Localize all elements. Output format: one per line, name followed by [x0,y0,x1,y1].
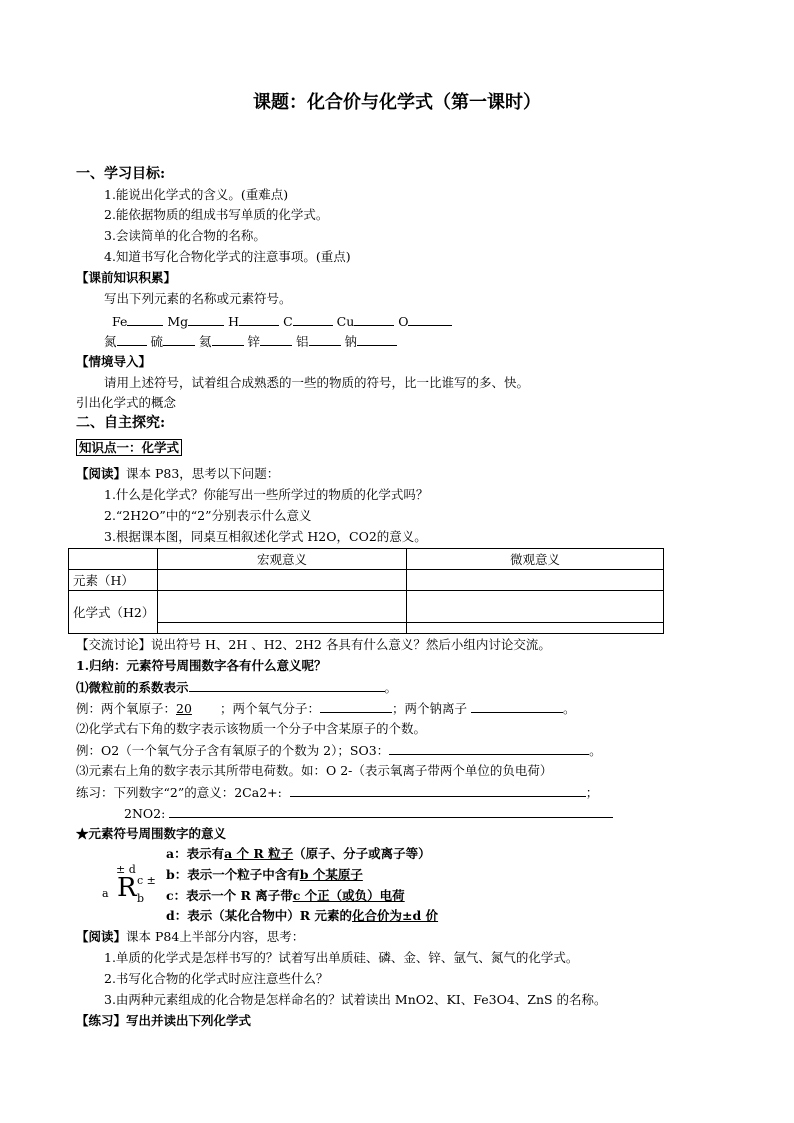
answer-blank[interactable] [471,700,563,713]
table-header: 微观意义 [407,549,664,570]
answer-blank[interactable] [309,333,341,346]
summary-heading: 1.归纳：元素符号周围数字各有什么意义呢？ [76,658,327,673]
element-name: 锌 [247,334,261,349]
table-header [69,549,158,570]
knowledge-point-1: 知识点一：化学式 [76,440,182,456]
answer-blank[interactable] [188,313,224,326]
discussion-prompt: 【交流讨论】说出符号 H、2H 、H2、2H2 各具有什么意义？然后小组内讨论交流。 [76,637,551,652]
answer-blank[interactable] [169,805,613,818]
element-symbol: Fe [112,314,128,329]
reading-2: 【阅读】课本 P84上半部分内容，思考： [76,929,305,944]
table-row-label: 元素（H） [69,570,158,591]
element-name: 钠 [344,334,358,349]
situation-intro-heading: 【情境导入】 [76,354,152,369]
example-subscript: 例：O2（一个氧气分子含有氧原子的个数为 2）；SO3： 。 [76,743,602,758]
table-cell[interactable] [407,591,664,634]
element-name: 铝 [296,334,309,349]
goal-item: 3.会读简单的化合物的名称。 [104,228,266,243]
point-subscript: ⑵化学式右下角的数字表示该物质一个分子中含某原子的个数。 [76,721,427,736]
goal-item: 4.知道书写化合物化学式的注意事项。(重点) [104,249,351,264]
situation-intro-text: 引出化学式的概念 [76,395,177,410]
reading-question: 1.单质的化学式是怎样书写的？试着写出单质硅、磷、金、锌、氩气、氮气的化学式。 [104,950,579,965]
situation-intro-text: 请用上述符号，试着组合成熟悉的一些的物质的符号，比一比谁写的多、快。 [104,375,530,390]
answer-blank[interactable] [408,313,452,326]
practice-line: 练习：下列数字“2”的意义：2Ca2+: ； [76,785,599,800]
table-row-label: 化学式（H2） [69,591,158,634]
legend-d: d：表示（某化合物中）R 元素的化合价为±d 价 [166,908,439,923]
goal-item: 2.能依据物质的组成书写单质的化学式。 [104,207,329,222]
element-symbol: O [398,314,409,329]
symbol-a: a [102,887,109,900]
page-title: 课题：化合价与化学式（第一课时） [253,92,541,113]
answer-blank[interactable] [290,784,586,797]
answer-blank[interactable] [389,742,589,755]
answer-blank[interactable] [189,679,385,692]
legend-b: b：表示一个粒子中含有b 个某原子 [166,867,363,882]
element-name: 氦 [199,334,212,349]
element-name: 氮 [104,334,117,349]
legend-a: a：表示有a 个 R 粒子（原子、分子或离子等） [166,846,431,861]
answer-blank[interactable] [212,333,244,346]
answer-blank[interactable] [163,333,195,346]
table-header: 宏观意义 [158,549,407,570]
symbol-R: R [117,873,137,903]
element-symbol: C [283,314,293,329]
reading-question: 3.根据课本图，同桌互相叙述化学式 H2O，CO2的意义。 [104,529,427,544]
answer-blank[interactable] [357,333,397,346]
table-cell[interactable] [407,570,664,591]
symbol-d: ± d [116,863,136,876]
answer-blank[interactable] [239,313,279,326]
pre-knowledge-heading: 【课前知识积累】 [76,270,177,285]
section-self-inquiry-heading: 二、自主探究: [76,415,166,431]
practice-line: 2NO2: [124,805,613,822]
reading-question: 2.书写化合物的化学式时应注意些什么？ [104,971,329,986]
answer-blank[interactable] [293,313,333,326]
reading-question: 3.由两种元素组成的化合物是怎样命名的？试着读出 MnO2、KI、Fe3O4、ZnS 的名称。 [104,992,607,1007]
exercise-heading: 【练习】写出并读出下列化学式 [76,1013,252,1028]
point-superscript: ⑶元素右上角的数字表示其所带电荷数。如：O 2-（表示氧离子带两个单位的负电荷） [76,763,553,778]
answer-blank[interactable] [127,313,163,326]
reading-question: 2.“2H2O”中的“2”分别表示什么意义 [104,508,312,523]
star-heading: ★元素符号周围数字的意义 [76,826,227,841]
element-symbol: H [228,314,240,329]
answer-blank[interactable] [260,333,292,346]
answer-blank[interactable] [117,333,147,346]
element-symbol: Cu [336,314,355,329]
goal-item: 1.能说出化学式的含义。(重难点) [104,187,289,202]
symbol-b: b [137,892,145,905]
section-learning-goals-heading: 一、学习目标: [76,166,166,182]
reading-question: 1.什么是化学式？你能写出一些所学过的物质的化学式吗？ [104,487,429,502]
element-name: 硫 [150,334,164,349]
symbol-c: c ± [137,874,156,887]
legend-c: c：表示一个 R 离子带c 个正（或负）电荷 [166,888,405,903]
meaning-table [68,548,664,634]
answer-blank[interactable] [320,700,392,713]
element-symbol: Mg [167,314,189,329]
answer-blank[interactable] [354,313,394,326]
table-cell[interactable] [158,570,407,591]
example-coefficient: 例：两个氧原子：20 ；两个氧气分子： ；两个钠离子 。 [76,701,576,716]
point-coefficient: ⑴微粒前的系数表示 。 [76,680,398,695]
element-names-row [104,333,397,350]
pre-knowledge-instruction: 写出下列元素的名称或元素符号。 [104,291,292,306]
example-answer: 20 [176,701,192,716]
reading-1: 【阅读】课本 P83，思考以下问题： [76,466,280,481]
element-symbols-row [112,313,452,330]
table-cell[interactable] [158,591,407,634]
